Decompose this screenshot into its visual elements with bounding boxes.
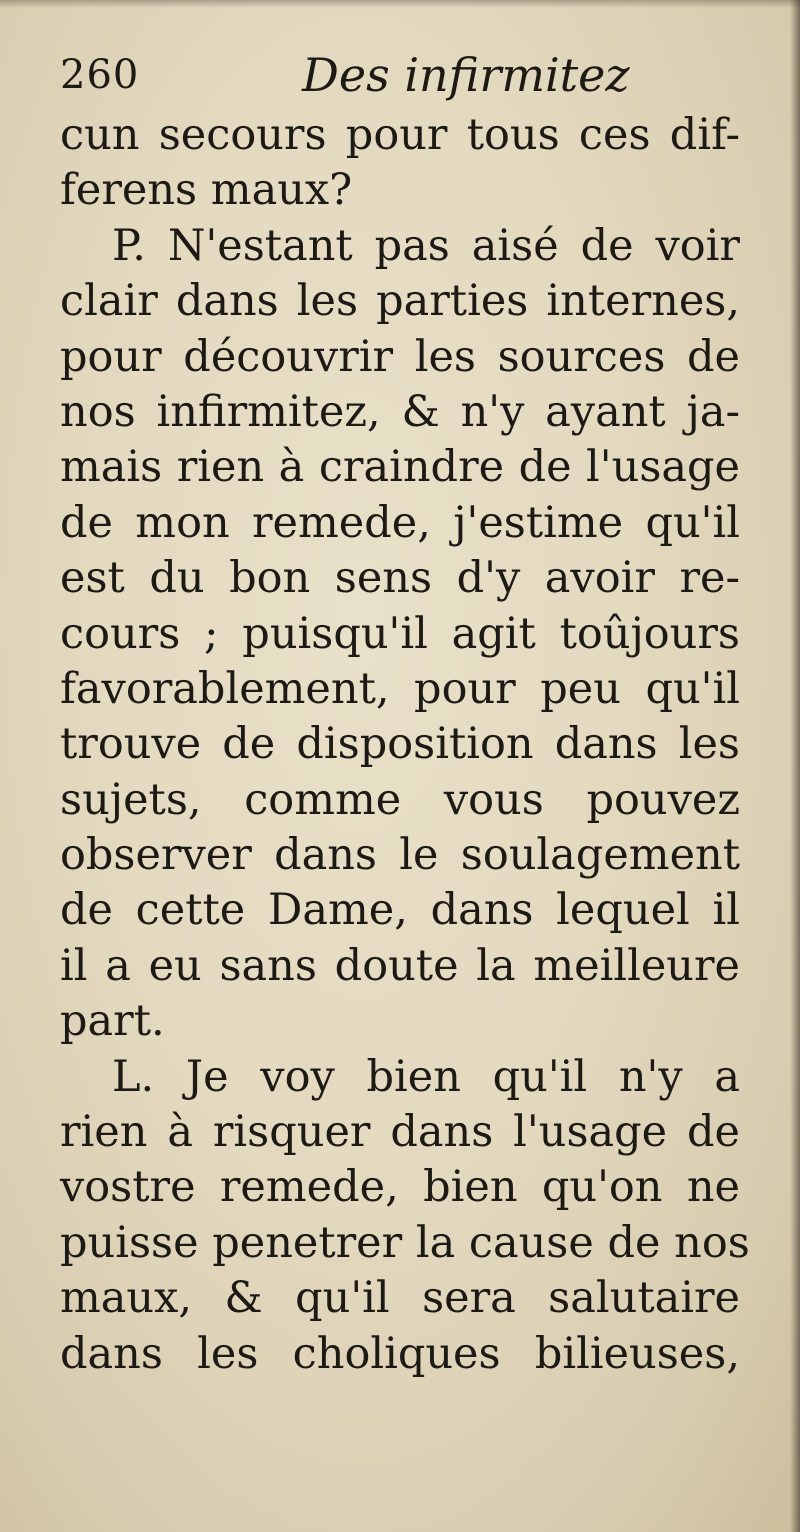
text-line: part.	[60, 996, 165, 1047]
text-line: trouve de disposition dans les	[60, 719, 740, 770]
text-line: cours ; puisqu'il agit toûjours	[60, 608, 740, 659]
text-line: pour découvrir les sources de	[60, 331, 740, 382]
page-number: 260	[60, 52, 140, 98]
text-line: dans les choliques bilieuses,	[60, 1328, 740, 1379]
text-line: maux, & qu'il sera salutaire	[60, 1273, 740, 1324]
text-line: de cette Dame, dans lequel il	[60, 885, 740, 936]
running-title: Des infirmitez	[302, 48, 630, 102]
text-line: sujets, comme vous pouvez	[60, 774, 740, 825]
text-line: il a eu sans doute la meilleure	[60, 940, 740, 991]
text-line: mais rien à craindre de l'usage	[60, 442, 740, 493]
text-line: L. Je voy bien qu'il n'y a	[112, 1051, 740, 1102]
text-line: cun secours pour tous ces dif-	[60, 110, 740, 160]
body-text	[60, 108, 750, 1382]
text-line: puisse penetrer la cause de nos	[60, 1217, 750, 1268]
page-header	[60, 48, 760, 104]
text-line: favorablement, pour peu qu'il	[60, 663, 740, 714]
page-top-shadow	[0, 0, 800, 8]
text-line: clair dans les parties internes,	[60, 276, 740, 327]
text-line: P. N'estant pas aisé de voir	[112, 220, 740, 271]
page-edge-shadow	[790, 0, 800, 1532]
text-line: rien à risquer dans l'usage de	[60, 1107, 740, 1158]
text-line: vostre remede, bien qu'on ne	[60, 1162, 740, 1213]
text-line: nos infirmitez, & n'y ayant ja-	[60, 386, 740, 437]
text-line: observer dans le soulagement	[60, 830, 740, 881]
text-line: ferens maux?	[60, 165, 353, 216]
text-line: de mon remede, j'estime qu'il	[60, 497, 740, 548]
text-line: est du bon sens d'y avoir re-	[60, 553, 740, 604]
